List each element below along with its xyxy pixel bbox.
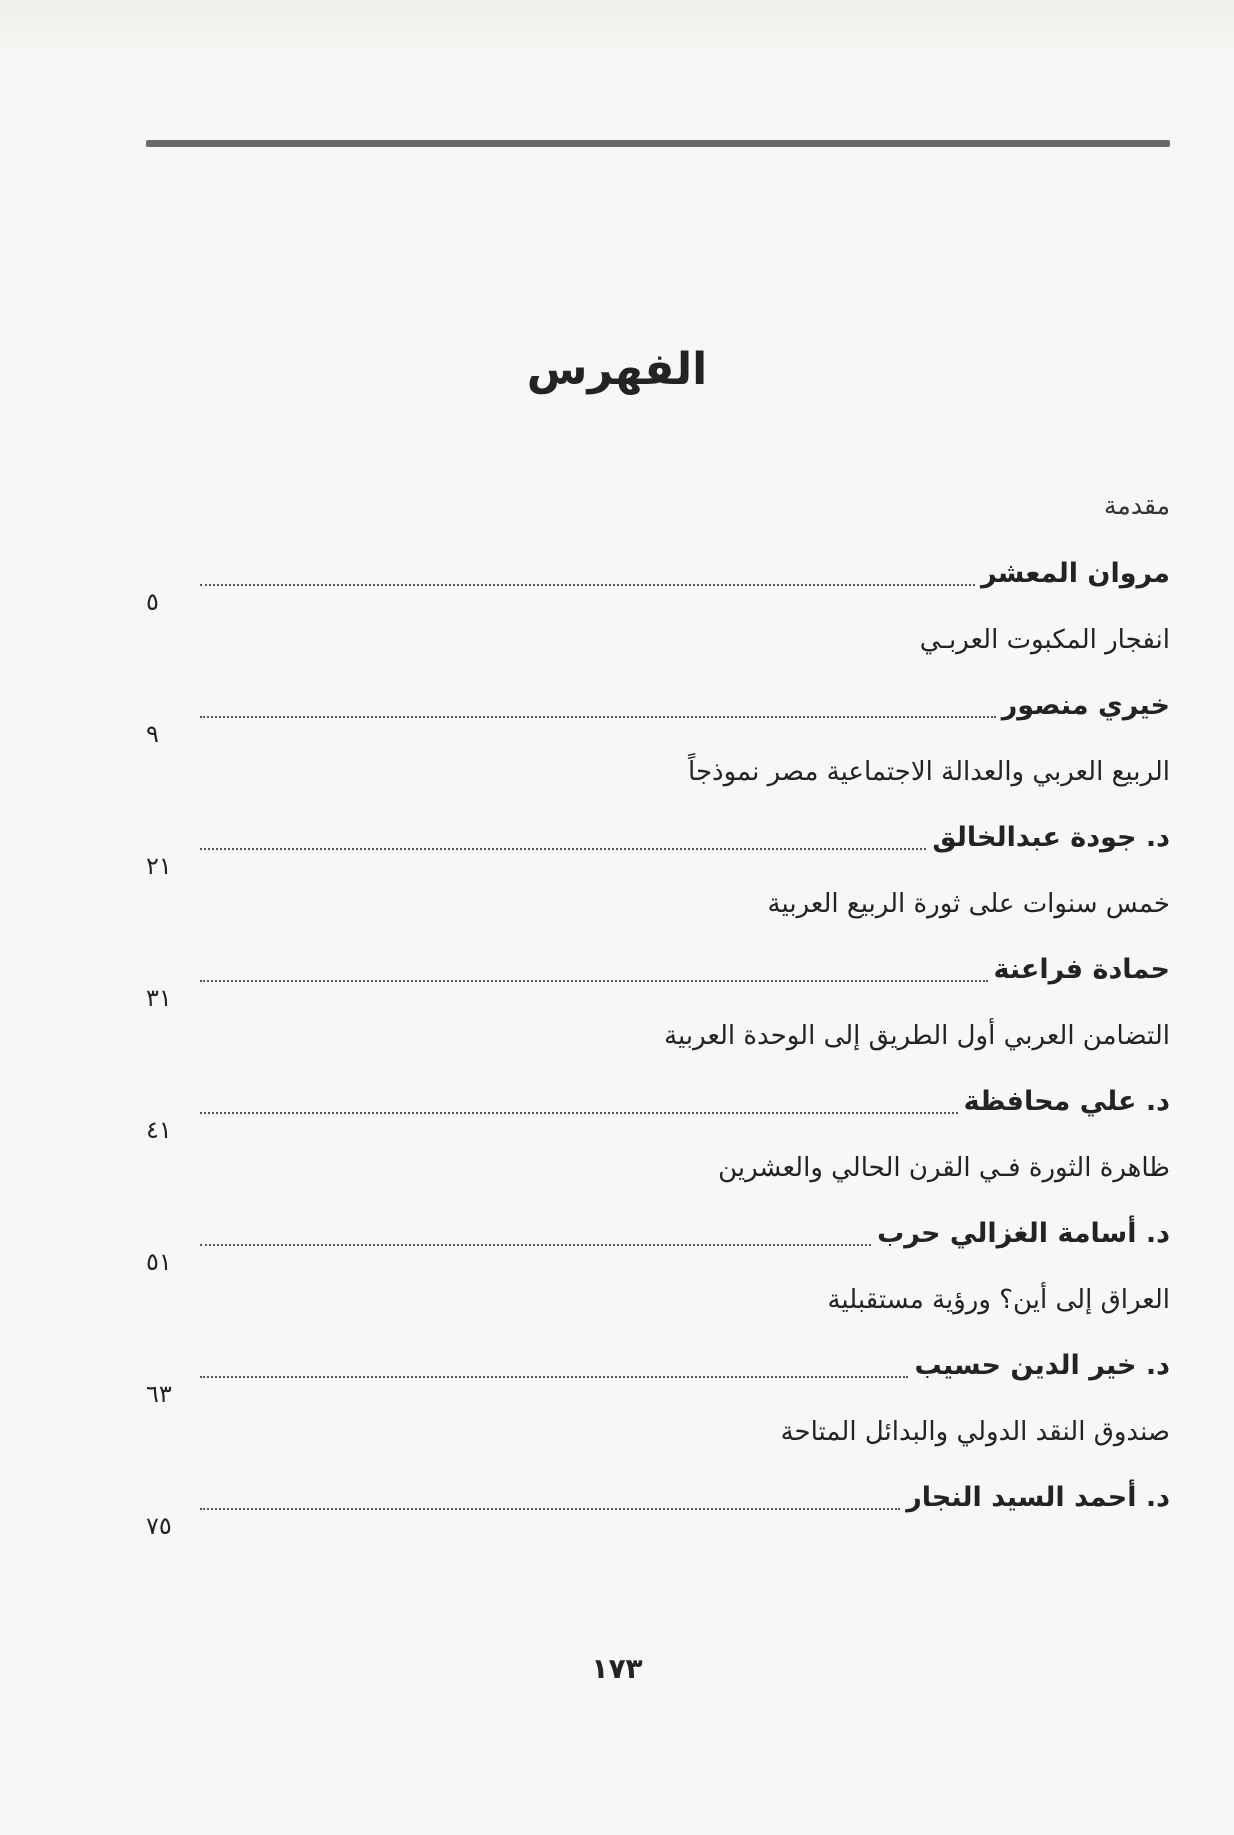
- page-title: الفهرس: [526, 344, 708, 395]
- dot-leader: [200, 848, 926, 850]
- top-rule: [146, 140, 1170, 147]
- dot-leader: [200, 1112, 958, 1114]
- page-reference: ٩: [146, 720, 159, 748]
- author-name: خيري منصور: [1001, 690, 1170, 721]
- dot-leader: [200, 1508, 900, 1510]
- intro-label: مقدمة: [1104, 491, 1170, 520]
- author-name: حمادة فراعنة: [993, 954, 1170, 985]
- toc-entry[interactable]: [146, 948, 1170, 1058]
- page-reference: ٤١: [146, 1116, 172, 1144]
- author-name: د. علي محافظة: [963, 1086, 1170, 1117]
- page-reference: ٦٣: [146, 1380, 172, 1408]
- page-reference: ٧٥: [146, 1512, 172, 1540]
- toc-entry[interactable]: [146, 1344, 1170, 1454]
- article-title: ظاهرة الثورة فـي القرن الحالي والعشرين: [718, 1153, 1170, 1183]
- author-row: [146, 684, 1170, 748]
- article-title: الربيع العربي والعدالة الاجتماعية مصر نموذجاً: [688, 757, 1170, 787]
- article-title: انفجار المكبوت العربـي: [919, 625, 1170, 655]
- toc-entry[interactable]: [146, 1212, 1170, 1322]
- dot-leader: [200, 1376, 908, 1378]
- page-reference: ٢١: [146, 852, 172, 880]
- page-reference: ٣١: [146, 984, 172, 1012]
- author-row: [146, 1212, 1170, 1276]
- toc-entry[interactable]: [146, 684, 1170, 794]
- author-name: د. جودة عبدالخالق: [932, 822, 1170, 853]
- toc-entry[interactable]: [146, 816, 1170, 926]
- author-name: د. أسامة الغزالي حرب: [877, 1218, 1170, 1249]
- article-title: صندوق النقد الدولي والبدائل المتاحة: [780, 1417, 1170, 1447]
- article-title: التضامن العربي أول الطريق إلى الوحدة العربية: [664, 1021, 1170, 1051]
- dot-leader: [200, 716, 996, 718]
- article-title: العراق إلى أين؟ ورؤية مستقبلية: [827, 1285, 1170, 1315]
- author-name: د. أحمد السيد النجار: [906, 1482, 1170, 1513]
- author-row: [146, 1476, 1170, 1540]
- dot-leader: [200, 980, 988, 982]
- page-edge-shadow: [0, 0, 1234, 60]
- table-of-contents: [146, 486, 1170, 1540]
- author-row: [146, 552, 1170, 616]
- author-row: [146, 1344, 1170, 1408]
- dot-leader: [200, 584, 975, 586]
- author-row: [146, 1080, 1170, 1144]
- author-row: [146, 816, 1170, 880]
- page-reference: ٥: [146, 588, 159, 616]
- author-name: د. خير الدين حسيب: [914, 1350, 1170, 1381]
- toc-entry[interactable]: [146, 552, 1170, 662]
- page-number: ١٧٣: [591, 1652, 643, 1685]
- page-reference: ٥١: [146, 1248, 172, 1276]
- toc-entry[interactable]: [146, 1476, 1170, 1540]
- dot-leader: [200, 1244, 871, 1246]
- article-title: خمس سنوات على ثورة الربيع العربية: [767, 889, 1170, 919]
- toc-entry[interactable]: [146, 1080, 1170, 1190]
- author-name: مروان المعشر: [981, 558, 1170, 589]
- author-row: [146, 948, 1170, 1012]
